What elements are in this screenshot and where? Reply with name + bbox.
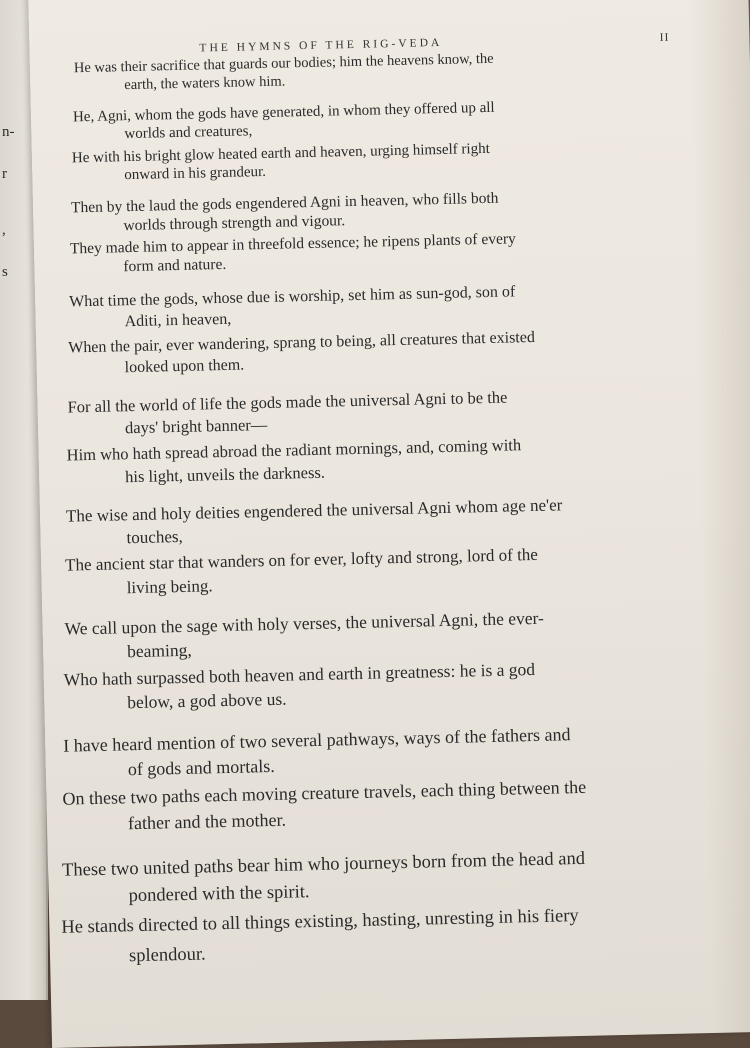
left-page-fragment: n- xyxy=(2,124,15,140)
verse-line-continuation: touches, xyxy=(126,526,183,548)
verse-line: What time the gods, whose due is worship, set him as sun-god, son of xyxy=(69,283,516,311)
verse-line: I have heard mention of two several pathways, ways of the fathers and xyxy=(63,724,571,756)
verse-line: Him who hath spread abroad the radiant mornings, and, coming with xyxy=(66,435,522,465)
verse-line: The ancient star that wanders on for ever, lofty and strong, lord of the xyxy=(64,544,539,575)
verse-line-continuation: of gods and mortals. xyxy=(127,755,275,780)
running-head: THE HYMNS OF THE RIG-VEDA xyxy=(199,36,443,55)
verse-line: For all the world of life the gods made the universal Agni to be the xyxy=(67,387,508,417)
page-header xyxy=(199,31,670,55)
verse-line-continuation: living being. xyxy=(126,576,213,598)
left-page-fragment: , xyxy=(2,222,6,238)
verse-line: They made him to appear in threefold essence; he ripens plants of every xyxy=(69,230,516,258)
verse-line-continuation: worlds through strength and vigour. xyxy=(123,212,346,235)
left-page-fragment: r xyxy=(2,166,7,182)
verse-line-continuation: form and nature. xyxy=(123,255,227,276)
verse-line-continuation: Aditi, in heaven, xyxy=(124,310,232,331)
verse-line: We call upon the sage with holy verses, the universal Agni, the ever- xyxy=(64,607,545,639)
verse-line: He was their sacrifice that guards our bodies; him the heavens know, the xyxy=(73,50,494,77)
verse-line: The wise and holy deities engendered the universal Agni whom age ne'er xyxy=(65,495,563,526)
verse-line-continuation: pondered with the spirit. xyxy=(128,882,310,907)
verse-line: On these two paths each moving creature travels, each thing between the xyxy=(62,776,587,809)
verse-line-continuation: splendour. xyxy=(128,944,206,967)
verse-line: He stands directed to all things existing, hasting, unresting in his fiery xyxy=(61,906,579,938)
verse-line-continuation: looked upon them. xyxy=(124,356,245,377)
verse-line-continuation: days' bright banner— xyxy=(124,414,268,438)
left-page-fragment: s xyxy=(2,264,8,280)
verse-line-continuation: onward in his grandeur. xyxy=(124,163,267,184)
verse-line: He with his bright glow heated earth and heaven, urging himself right xyxy=(71,140,490,167)
page-number: II xyxy=(659,31,670,44)
verse-line: Then by the laud the gods engendered Agni in heaven, who fills both xyxy=(70,189,499,217)
verse-line-continuation: earth, the waters know him. xyxy=(124,73,286,94)
verse-line-continuation: beaming, xyxy=(126,639,192,662)
book-page xyxy=(28,0,750,1048)
verse-line-continuation: worlds and creatures, xyxy=(124,123,253,143)
verse-line-continuation: his light, unveils the darkness. xyxy=(124,462,326,487)
verse-line: These two united paths bear him who journeys born from the head and xyxy=(61,848,586,881)
verse-line: Who hath surpassed both heaven and earth in greatness: he is a god xyxy=(63,658,536,690)
verse-line: When the pair, ever wandering, sprang to being, all creatures that existed xyxy=(68,328,536,357)
verse-line: He, Agni, whom the gods have generated, in whom they offered up all xyxy=(72,99,495,126)
verse-line-continuation: father and the mother. xyxy=(127,809,287,834)
verse-line-continuation: below, a god above us. xyxy=(127,688,287,713)
